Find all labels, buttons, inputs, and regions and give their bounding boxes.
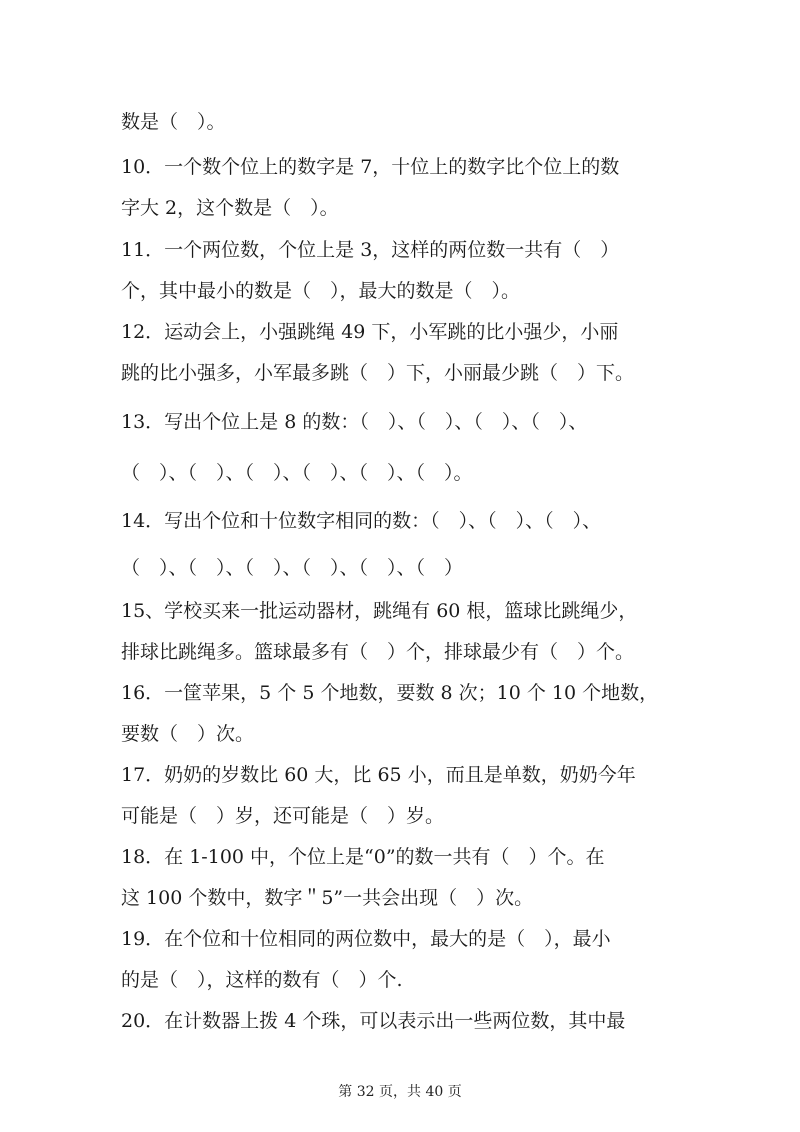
text-line: （ ）、（ ）、（ ）、（ ）、（ ）、（ ）。 (121, 462, 473, 484)
text-line: 字大 2，这个数是（ ）。 (121, 197, 339, 219)
text-line: 14．写出个位和十位数字相同的数：（ ）、（ ）、（ ）、 (121, 510, 602, 532)
text-line: 12．运动会上，小强跳绳 49 下，小军跳的比小强少，小丽 (121, 321, 619, 343)
text-line: 19．在个位和十位相同的两位数中，最大的是（ ），最小 (121, 928, 611, 950)
page-footer: 第 32 页，共 40 页 (338, 1084, 462, 1100)
text-line: 18．在 1-100 中，个位上是“0”的数一共有（ ）个。在 (121, 846, 605, 868)
text-line: 16．一筐苹果，5 个 5 个地数，要数 8 次；10 个 10 个地数， (121, 682, 659, 704)
text-line: 可能是（ ）岁，还可能是（ ）岁。 (121, 805, 445, 827)
text-line: 要数（ ）次。 (121, 723, 255, 745)
text-line: 11．一个两位数，个位上是 3，这样的两位数一共有（ ） (121, 239, 620, 261)
text-line: 20．在计数器上拨 4 个珠，可以表示出一些两位数，其中最 (121, 1010, 626, 1032)
text-line: 个，其中最小的数是（ ），最大的数是（ ）。 (121, 280, 521, 302)
text-line: 15、学校买来一批运动器材，跳绳有 60 根，篮球比跳绳少， (121, 600, 638, 622)
text-line: 跳的比小强多，小军最多跳（ ）下，小丽最少跳（ ）下。 (121, 362, 635, 384)
text-line: 的是（ ），这样的数有（ ）个. (121, 969, 403, 991)
text-line: 排球比跳绳多。篮球最多有（ ）个，排球最少有（ ）个。 (121, 641, 635, 663)
text-line: 这 100 个数中，数字＂5”一共会出现（ ）次。 (121, 887, 534, 909)
text-line: 17．奶奶的岁数比 60 大，比 65 小，而且是单数，奶奶今年 (121, 764, 636, 786)
text-line: （ ）、（ ）、（ ）、（ ）、（ ）、（ ） (121, 557, 464, 579)
text-line: 数是（ ）。 (121, 111, 226, 133)
text-line: 10．一个数个位上的数字是 7，十位上的数字比个位上的数 (121, 156, 620, 178)
text-line: 13．写出个位上是 8 的数：（ ）、（ ）、（ ）、（ ）、 (121, 411, 588, 433)
